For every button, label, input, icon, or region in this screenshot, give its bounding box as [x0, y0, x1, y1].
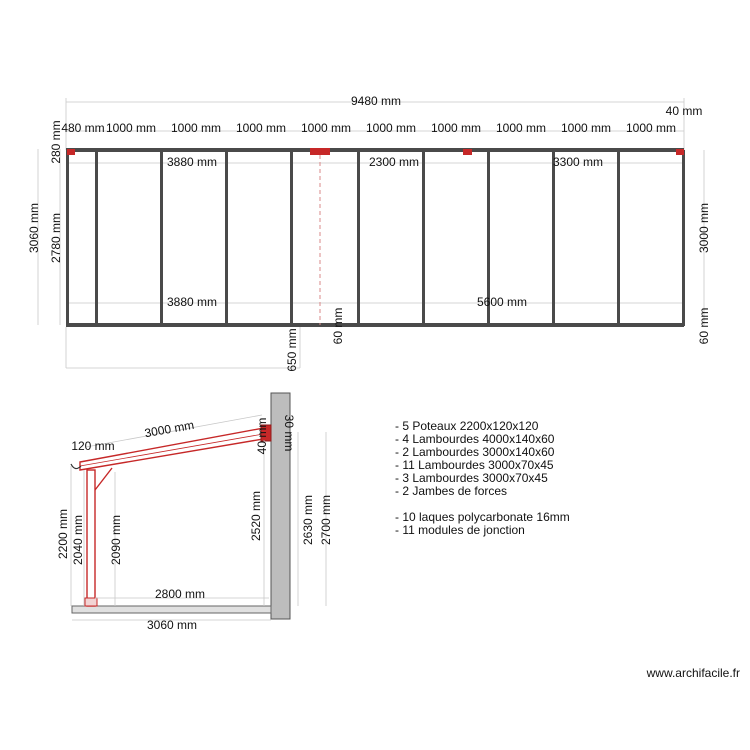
left-depth-inner-label: 2780 mm — [49, 212, 63, 264]
top-span-2-label: 2300 mm — [368, 155, 420, 169]
section-view — [56, 393, 333, 632]
wall-gap-label: 40 mm — [255, 417, 269, 455]
post-height-label: 2200 mm — [56, 508, 70, 560]
rafter — [290, 150, 293, 326]
left-bay-label: 480 mm — [61, 121, 105, 135]
top-span-1-label: 3880 mm — [166, 155, 218, 169]
top-view — [27, 94, 711, 372]
bay-label: 1000 mm — [495, 121, 547, 135]
floor-total-label: 3060 mm — [146, 618, 198, 632]
rafters — [66, 150, 685, 326]
bay-label: 1000 mm — [170, 121, 222, 135]
material-item: - 11 modules de jonction — [395, 523, 525, 537]
rafter — [357, 150, 360, 326]
bay-label: 1000 mm — [235, 121, 287, 135]
floor-slab — [72, 606, 271, 613]
wall-total-label: 2700 mm — [319, 494, 333, 546]
overall-width-label: 9480 mm — [350, 94, 402, 108]
wall-top-label: 30 mm — [282, 414, 296, 452]
right-depth-label: 3000 mm — [697, 202, 711, 254]
bay-label: 1000 mm — [625, 121, 677, 135]
rafter — [617, 150, 620, 326]
knee-brace — [95, 468, 112, 490]
post-inner-label: 2040 mm — [71, 514, 85, 566]
floor-depth-label: 2800 mm — [154, 587, 206, 601]
overhang-label: 650 mm — [285, 328, 299, 372]
rafter-length-label: 3000 mm — [143, 417, 196, 441]
materials-list — [395, 419, 570, 537]
post — [87, 470, 95, 606]
top-offset-label: 280 mm — [49, 120, 63, 164]
bay-label: 1000 mm — [105, 121, 157, 135]
bay-label: 1000 mm — [560, 121, 612, 135]
end-offset-label: 40 mm — [665, 104, 703, 118]
material-item: - 2 Jambes de forces — [395, 484, 508, 498]
wall-height-label: 2630 mm — [301, 494, 315, 546]
post-marker — [310, 148, 330, 155]
bay-label: 1000 mm — [365, 121, 417, 135]
material-item: - 2 Lambourdes 3000x140x60 — [395, 445, 555, 459]
bay-labels — [106, 121, 676, 135]
post-clear-label: 2090 mm — [109, 514, 123, 566]
material-item: - 4 Lambourdes 4000x140x60 — [395, 432, 555, 446]
rafter — [682, 150, 685, 326]
bottom-span-1-label: 3880 mm — [166, 295, 218, 309]
right-bottom-label: 60 mm — [697, 307, 711, 345]
rafter — [160, 150, 163, 326]
material-item: - 11 Lambourdes 3000x70x45 — [395, 458, 554, 472]
material-item: - 3 Lambourdes 3000x70x45 — [395, 471, 548, 485]
post-marker — [67, 149, 75, 155]
watermark-text: www.archifacile.fr — [646, 666, 740, 680]
left-depth-total-label: 3060 mm — [27, 202, 41, 254]
rafter — [95, 150, 98, 326]
post-marker — [676, 149, 684, 155]
rafter — [66, 150, 69, 326]
rafter — [422, 150, 425, 326]
material-item: - 5 Poteaux 2200x120x120 — [395, 419, 539, 433]
top-span-3-label: 3300 mm — [552, 155, 604, 169]
front-beam — [66, 148, 684, 152]
mid-bottom-label: 60 mm — [331, 307, 345, 345]
rafter — [552, 150, 555, 326]
rear-beam — [66, 323, 684, 327]
wall-clear-label: 2520 mm — [249, 490, 263, 542]
bottom-span-2-label: 5600 mm — [476, 295, 528, 309]
bay-label: 1000 mm — [430, 121, 482, 135]
post-base — [85, 598, 97, 606]
material-item: - 10 laques polycarbonate 16mm — [395, 510, 570, 524]
bay-label: 1000 mm — [300, 121, 352, 135]
gutter-offset-label: 120 mm — [71, 439, 115, 453]
post-marker — [463, 149, 472, 155]
rafter — [225, 150, 228, 326]
